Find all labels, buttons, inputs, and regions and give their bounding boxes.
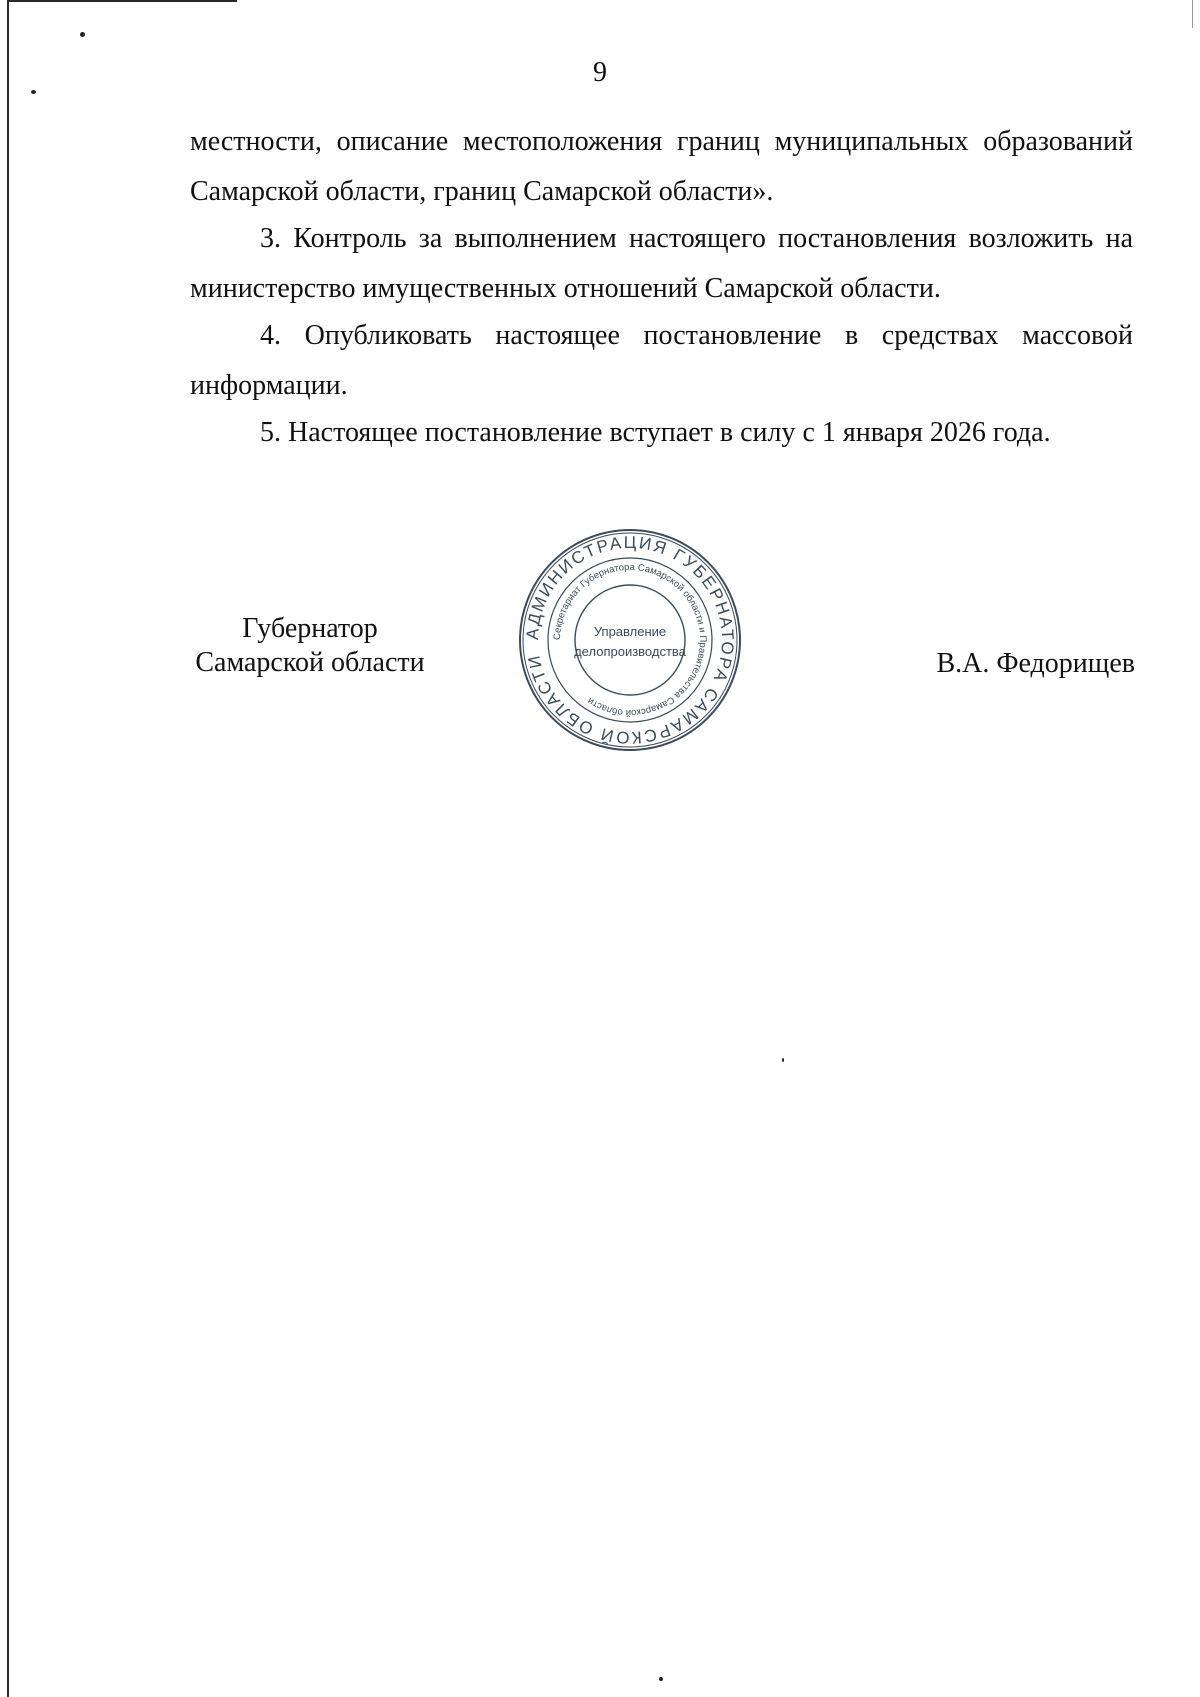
seal-outer-text: АДМИНИСТРАЦИЯ ГУБЕРНАТОРА САМАРСКОЙ ОБЛАСТИ	[522, 532, 738, 748]
scan-speck	[31, 90, 36, 94]
position-line-2: Самарской области	[195, 647, 425, 678]
paragraph-item-4: 4. Опубликовать настоящее постановление в средствах массовой информации.	[190, 320, 1133, 401]
position-line-1: Губернатор	[242, 613, 378, 644]
scan-edge-right	[1192, 0, 1193, 28]
scan-edge-left	[7, 0, 9, 1697]
paragraph-continuation: местности, описание местоположения границ муниципальных образований Самарской области, границ Самарской области».	[190, 126, 1133, 207]
scan-edge-top	[7, 0, 237, 2]
seal-graphic	[515, 525, 745, 755]
official-seal	[515, 525, 745, 755]
seal-center-line-2: делопроизводства	[574, 644, 686, 659]
scan-speck	[80, 32, 85, 37]
body-text	[190, 311, 1133, 411]
signatory-name: В.А. Федорищев	[936, 648, 1135, 679]
seal-inner-text: Секретариат Губернатора Самарской области и Правительства Самарской области	[551, 561, 709, 719]
scan-speck	[659, 1677, 663, 1681]
signatory-position	[160, 612, 460, 680]
scan-speck	[782, 1058, 784, 1062]
body-text	[190, 214, 1133, 314]
seal-center-line-1: Управление	[593, 624, 667, 639]
paragraph-item-5: 5. Настоящее постановление вступает в силу с 1 января 2026 года.	[260, 417, 1051, 448]
body-text	[190, 117, 1133, 217]
body-text	[190, 408, 1133, 458]
page-number: 9	[593, 57, 607, 88]
paragraph-item-3: 3. Контроль за выполнением настоящего постановления возложить на министерство имущественных отношений Самарской области.	[190, 223, 1133, 304]
